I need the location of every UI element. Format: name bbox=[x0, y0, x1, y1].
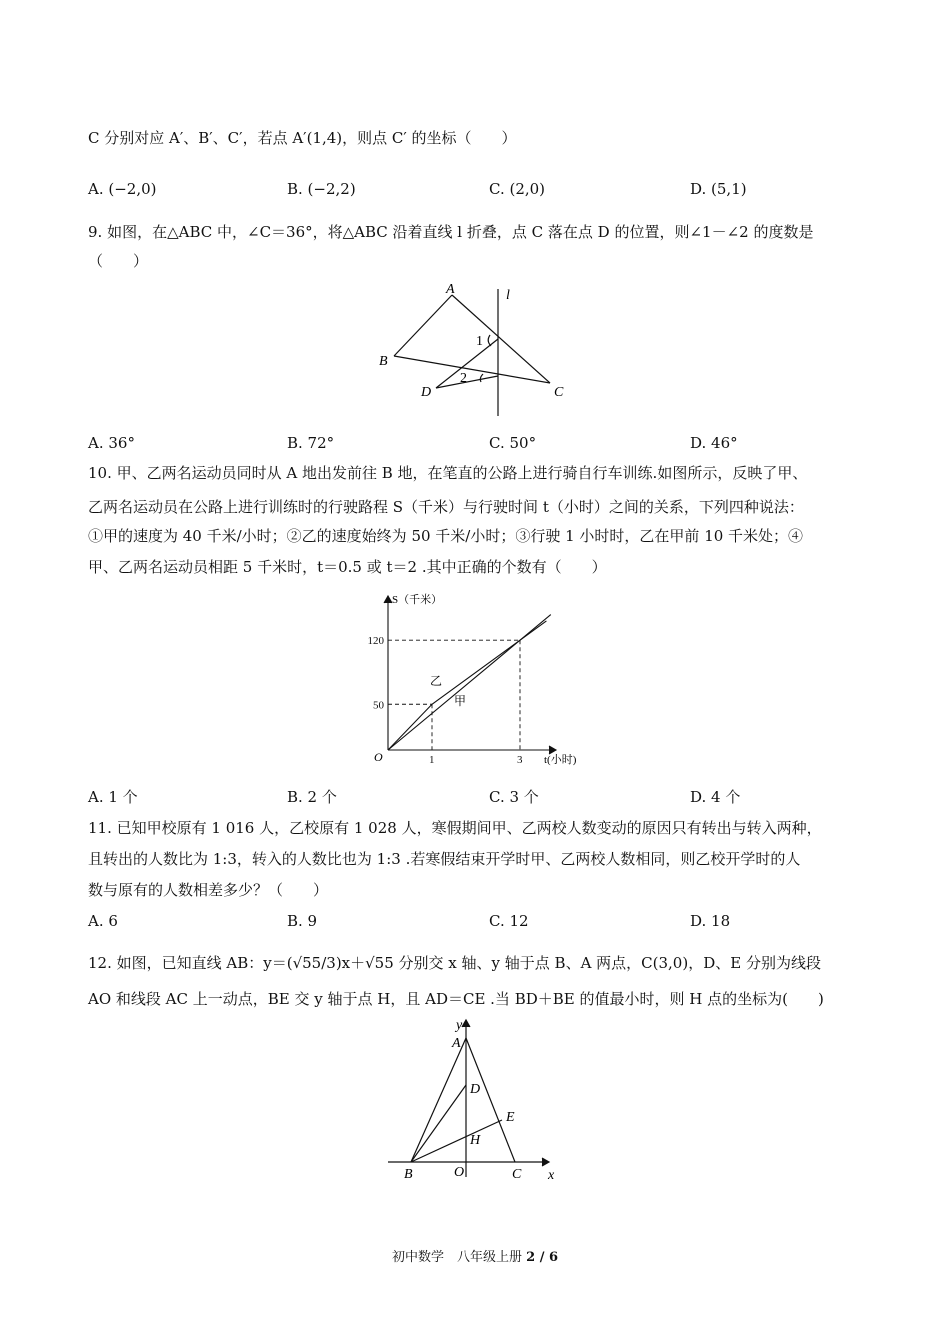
q10-option-b: B. 2 个 bbox=[287, 788, 337, 806]
q8-continuation: C 分别对应 A′、B′、C′，若点 A′(1,4)，则点 C′ 的坐标（ ） bbox=[88, 129, 517, 147]
x-tick-label-1: 3 bbox=[517, 754, 523, 766]
q8-option-a: A. (−2,0) bbox=[88, 180, 157, 198]
q12-label-H: H bbox=[470, 1133, 481, 1148]
q8-option-b: B. (−2,2) bbox=[287, 180, 356, 198]
q9-label-l: l bbox=[506, 288, 510, 303]
q8-option-c: C. (2,0) bbox=[489, 180, 546, 198]
q10-stem-line2: 乙两名运动员在公路上进行训练时的行驶路程 S（千米）与行驶时间 t（小时）之间的关系，下列四种说法： bbox=[88, 498, 804, 516]
q12-coordinate-figure bbox=[380, 1017, 570, 1187]
q11-option-c: C. 12 bbox=[489, 912, 529, 930]
q12-label-E: E bbox=[506, 1110, 515, 1125]
q12-label-B: B bbox=[404, 1167, 413, 1182]
q10-stem-line3: ①甲的速度为 40 千米/小时；②乙的速度始终为 50 千米/小时；③行驶 1 小时时，乙在甲前 10 千米处；④ bbox=[88, 527, 804, 545]
q9-option-d: D. 46° bbox=[690, 434, 738, 452]
q9-label-D: D bbox=[421, 385, 432, 400]
y-tick-label-0: 50 bbox=[373, 699, 384, 712]
q9-label-1: 1 bbox=[476, 334, 483, 349]
q9-option-b: B. 72° bbox=[287, 434, 335, 452]
q10-stem-line4: 甲、乙两名运动员相距 5 千米时，t＝0.5 或 t＝2 .其中正确的个数有（ ） bbox=[88, 558, 607, 576]
footer-title: 初中数学 八年级上册 bbox=[391, 1250, 522, 1265]
q11-stem-line3: 数与原有的人数相差多少？（ ） bbox=[88, 881, 329, 899]
q9-option-a: A. 36° bbox=[88, 434, 135, 452]
y-tick-label-1: 120 bbox=[367, 635, 384, 648]
q12-label-O: O bbox=[454, 1165, 465, 1180]
q9-label-2: 2 bbox=[460, 371, 467, 386]
q9-option-c: C. 50° bbox=[489, 434, 537, 452]
q11-stem-line2: 且转出的人数比为 1:3，转入的人数比也为 1:3 .若寒假结束开学时甲、乙两校人数相同，则乙校开学时的人 bbox=[88, 850, 801, 868]
q10-distance-time-chart bbox=[360, 592, 600, 772]
x-tick-label-0: 1 bbox=[429, 754, 435, 766]
q9-stem-line2: （ ） bbox=[88, 252, 149, 270]
series-label-jia: 甲 bbox=[454, 694, 467, 708]
footer-page-number: 2 / 6 bbox=[526, 1250, 559, 1265]
q10-option-a: A. 1 个 bbox=[88, 788, 138, 806]
page-footer bbox=[0, 1246, 950, 1265]
q12-label-x: x bbox=[548, 1168, 555, 1183]
q9-stem-line1: 9. 如图，在△ABC 中，∠C＝36°，将△ABC 沿着直线 l 折叠，点 C 落在点 D 的位置，则∠1－∠2 的度数是 bbox=[88, 223, 814, 241]
q10-option-d: D. 4 个 bbox=[690, 788, 741, 806]
q9-label-A: A bbox=[446, 282, 455, 297]
q12-label-D: D bbox=[470, 1082, 481, 1097]
q8-option-d: D. (5,1) bbox=[690, 180, 747, 198]
q12-label-C: C bbox=[512, 1167, 522, 1182]
q12-label-A: A bbox=[452, 1036, 461, 1051]
q10-stem-line1: 10. 甲、乙两名运动员同时从 A 地出发前往 B 地，在笔直的公路上进行骑自行车训练.如图所示，反映了甲、 bbox=[88, 464, 808, 482]
chart-xlabel: t(小时) bbox=[544, 754, 577, 766]
chart-origin-label: O bbox=[374, 750, 383, 764]
q12-stem-line1: 12. 如图，已知直线 AB：y＝(√55/3)x＋√55 分别交 x 轴、y 轴于点 B、A 两点，C(3,0)，D、E 分别为线段 bbox=[88, 954, 821, 972]
q9-triangle-figure bbox=[375, 282, 575, 422]
q12-stem-line2: AO 和线段 AC 上一动点，BE 交 y 轴于点 H，且 AD＝CE .当 BD＋BE 的值最小时，则 H 点的坐标为( ) bbox=[88, 990, 824, 1008]
chart-ylabel: S（千米） bbox=[392, 594, 443, 606]
q11-stem-line1: 11. 已知甲校原有 1 016 人，乙校原有 1 028 人，寒假期间甲、乙两校人数变动的原因只有转出与转入两种， bbox=[88, 819, 822, 837]
q11-option-a: A. 6 bbox=[88, 912, 118, 930]
series-line-jia bbox=[388, 615, 551, 750]
q12-label-y: y bbox=[456, 1018, 463, 1033]
q11-option-d: D. 18 bbox=[690, 912, 731, 930]
q11-option-b: B. 9 bbox=[287, 912, 318, 930]
q9-label-B: B bbox=[379, 354, 388, 369]
q10-option-c: C. 3 个 bbox=[489, 788, 539, 806]
series-label-yi: 乙 bbox=[430, 674, 443, 688]
q9-label-C: C bbox=[554, 385, 564, 400]
